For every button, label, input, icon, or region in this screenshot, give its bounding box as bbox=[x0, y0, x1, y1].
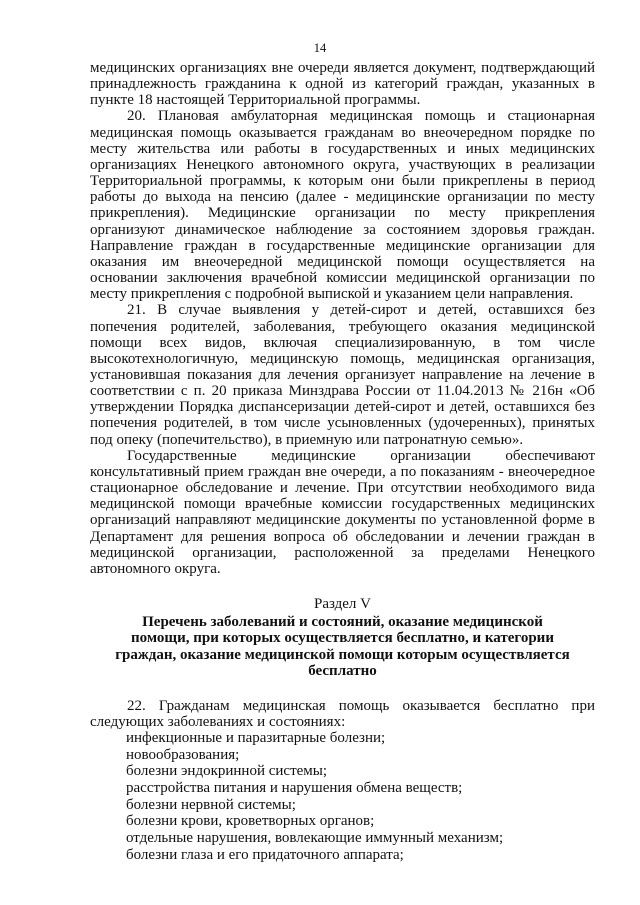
condition-item: инфекционные и паразитарные болезни; bbox=[126, 729, 386, 746]
condition-item: отдельные нарушения, вовлекающие иммунный механизм; bbox=[126, 830, 504, 847]
section-title-line: Перечень заболеваний и состояний, оказание медицинской bbox=[142, 613, 543, 630]
condition-item: новообразования; bbox=[126, 746, 240, 763]
paragraph-item-21: 21. В случае выявления у детей-сирот и детей, оставшихся без попечения родителей, заболевания, требующего оказания медицинской помощи всех видов, включая специализированную, в том числе высокотехнологичную, медицинскую помощь, медицинская организация, установившая показания для лечения организует направление на лечение в соответствии с п. 20 приказа Минздрава России от 11.04.2013 № 216н «Об утверждении Порядка диспансеризации детей-сирот и детей, оставшихся без попечения родителей, в том числе усыновленных (удочеренных), принятых под опеку (попечительство), в приемную или патронатную семью». bbox=[90, 302, 595, 448]
condition-item: болезни нервной системы; bbox=[126, 796, 296, 813]
section-heading bbox=[90, 596, 595, 680]
section-title-line: бесплатно bbox=[308, 663, 377, 679]
condition-item: болезни эндокринной системы; bbox=[126, 763, 328, 780]
conditions-list bbox=[90, 730, 595, 864]
section-title-line: граждан, оказание медицинской помощи которым осуществляется bbox=[115, 646, 570, 663]
paragraph-item-20: 20. Плановая амбулаторная медицинская помощь и стационарная медицинская помощь оказывается гражданам во внеочередном порядке по месту жительства или работы в государственных и иных медицинских организациях Ненецкого автономного округа, участвующих в реализации Территориальной программы, к которым они были прикреплены в период работы до выхода на пенсию (далее - медицинские организации по месту прикрепления). Медицинские организации по месту прикрепления организуют динамическое наблюдение за состоянием здоровья граждан. Направление граждан в государственные медицинские организации для оказания им внеочередной медицинской помощи осуществляется на основании заключения врачебной комиссии медицинской организации по месту прикрепления с подробной выпиской и указанием цели направления. bbox=[90, 108, 595, 303]
condition-item: болезни крови, кроветворных органов; bbox=[126, 813, 375, 830]
paragraph-item-22: 22. Гражданам медицинская помощь оказывается бесплатно при следующих заболеваниях и состояниях: bbox=[90, 697, 595, 730]
condition-item: болезни глаза и его придаточного аппарата; bbox=[126, 846, 404, 863]
document-body bbox=[90, 60, 595, 863]
paragraph-continuation: медицинских организациях вне очереди является документ, подтверждающий принадлежность гражданина к одной из категорий граждан, указанных в пункте 18 настоящей Территориальной программы. bbox=[90, 60, 595, 109]
paragraph-state-organizations: Государственные медицинские организации обеспечивают консультативный прием граждан вне очереди, а по показаниям - внеочередное стационарное обследование и лечение. При отсутствии необходимого вида медицинской помощи врачебные комиссии государственных медицинских организаций направляют медицинские документы по установленной форме в Департамент для решения вопроса об обследовании и лечении граждан в медицинской организации, расположенной за пределами Ненецкого автономного округа. bbox=[90, 447, 595, 577]
section-title-line: помощи, при которых осуществляется бесплатно, и категории bbox=[131, 630, 554, 646]
page-number: 14 bbox=[313, 41, 327, 55]
spacer bbox=[90, 680, 595, 698]
section-label: Раздел V bbox=[313, 596, 371, 612]
condition-item: расстройства питания и нарушения обмена веществ; bbox=[126, 779, 463, 796]
section-title bbox=[90, 614, 595, 680]
